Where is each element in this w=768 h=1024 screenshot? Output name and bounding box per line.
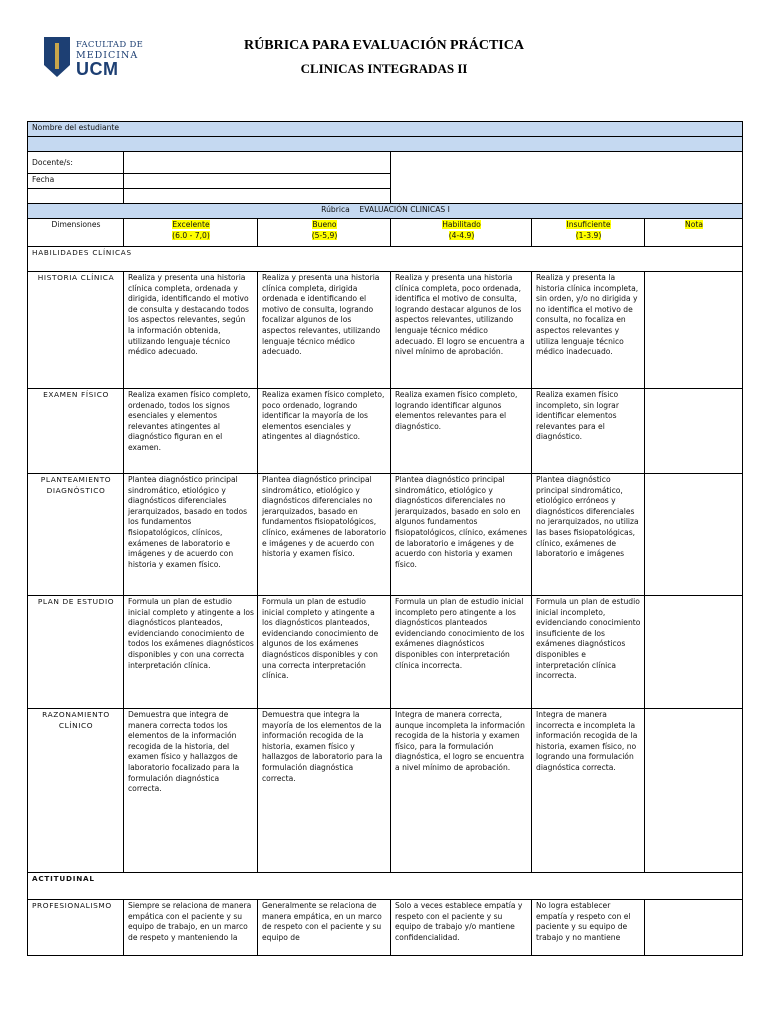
criterion-row <box>28 272 743 389</box>
criterion-cell: Formula un plan de estudio inicial incompleto pero atingente a los diagnósticos planteados evidenciando conocimiento de los exámenes diagnósticos disponibles con interpretación clínica incorrecta. <box>391 596 532 709</box>
teacher-field[interactable] <box>124 152 391 174</box>
criterion-name: RAZONAMIENTO CLÍNICO <box>28 709 124 873</box>
section-clinical: HABILIDADES CLÍNICAS <box>28 247 743 272</box>
level-bueno: Bueno (5-5,9) <box>258 219 391 247</box>
criterion-name: PLAN DE ESTUDIO <box>28 596 124 709</box>
student-row-blank <box>28 137 743 152</box>
grade-header: Nota <box>645 219 743 247</box>
page-title: RÚBRICA PARA EVALUACIÓN PRÁCTICA <box>244 38 524 53</box>
criterion-cell: Siempre se relaciona de manera empática con el paciente y su equipo de trabajo, en un marco de respeto y manteniendo la <box>124 900 258 956</box>
rubric-title-row <box>28 204 743 219</box>
criterion-cell: Generalmente se relaciona de manera empática, en un marco de respeto con el paciente y su equipo de <box>258 900 391 956</box>
logo-line1: FACULTAD DE <box>76 40 144 50</box>
criterion-cell: Solo a veces establece empatía y respeto con el paciente y su equipo de trabajo y/o mantiene confidencialidad. <box>391 900 532 956</box>
criterion-cell: Realiza y presenta la historia clínica incompleta, sin orden, y/o no dirigida y no identifica el motivo de consulta, no focaliza en aspectos relevantes y utiliza lenguaje técnico médico inadecuado. <box>532 272 645 389</box>
criterion-cell: Plantea diagnóstico principal sindromático, etiológico y diagnósticos diferenciales jerarquizados, basado en todos los fundamentos fisiopatológicos, clínicos, exámenes de laboratorio e imágenes y de acuerdo con historia y examen físico. <box>124 474 258 596</box>
grade-cell[interactable] <box>645 596 743 709</box>
page-subtitle: CLINICAS INTEGRADAS II <box>300 61 468 76</box>
criterion-name: EXAMEN FÍSICO <box>28 389 124 474</box>
criterion-row <box>28 596 743 709</box>
dimensions-header: Dimensiones <box>28 219 124 247</box>
date-field[interactable] <box>124 174 391 189</box>
logo-line2: MEDICINA <box>76 50 139 61</box>
teacher-label: Docente/s: <box>28 152 124 174</box>
grade-cell[interactable] <box>645 272 743 389</box>
criterion-cell: Realiza examen físico incompleto, sin lograr identificar elementos relevantes para el diagnóstico. <box>532 389 645 474</box>
criterion-cell: Formula un plan de estudio inicial completo y atingente a los diagnósticos planteados, evidenciando conocimiento de todos los exámenes diagnósticos disponibles y con una correcta interpretación clínica. <box>124 596 258 709</box>
criterion-row <box>28 709 743 873</box>
criterion-cell: Formula un plan de estudio inicial incompleto, evidenciando conocimiento insuficiente de los exámenes diagnósticos disponibles e interpretación clínica incorrecta. <box>532 596 645 709</box>
criterion-cell: Plantea diagnóstico principal sindromático, etiológico y diagnósticos diferenciales no jerarquizados, basado en solo en algunos fundamentos fisiopatológicos, clínico, exámenes de laboratorio e imágenes y de acuerdo con historia y examen físico. <box>391 474 532 596</box>
grade-cell[interactable] <box>645 474 743 596</box>
criterion-cell: Realiza examen físico completo, logrando identificar algunos elementos relevantes para el diagnóstico. <box>391 389 532 474</box>
criterion-row <box>28 389 743 474</box>
level-habilitado: Habilitado (4-4.9) <box>391 219 532 247</box>
criterion-cell: Plantea diagnóstico principal sindromático, etiológico y diagnósticos diferenciales no jerarquizados, basado en fundamentos fisiopatológicos, clínico, exámenes de laboratorio e imágenes y de acuerdo con historia y examen físico. <box>258 474 391 596</box>
criterion-cell: Realiza y presenta una historia clínica completa, dirigida ordenada e identificando el motivo de consulta, logrando focalizar algunos de los aspectos relevantes, utilizando lenguaje técnico médico adecuado. <box>258 272 391 389</box>
blank-cell <box>28 189 124 204</box>
rubric-title: Rúbrica EVALUACIÓN CLINICAS I <box>28 204 743 219</box>
criterion-cell: Integra de manera incorrecta e incompleta la información recogida de la historia, examen físico, no logrando una formulación diagnóstica correcta. <box>532 709 645 873</box>
criterion-name: PLANTEAMIENTO DIAGNÓSTICO <box>28 474 124 596</box>
criterion-name: HISTORIA CLÍNICA <box>28 272 124 389</box>
criterion-row <box>28 474 743 596</box>
student-name-field[interactable] <box>28 137 743 152</box>
criterion-cell: Integra de manera correcta, aunque incompleta la información recogida de la historia y examen físico, para la formulación diagnóstica, el logro se encuentra a nivel mínimo de aprobación. <box>391 709 532 873</box>
grade-cell[interactable] <box>645 389 743 474</box>
criterion-cell: No logra establecer empatía y respeto con el paciente y su equipo de trabajo y no mantiene <box>532 900 645 956</box>
section-attitudinal: ACTITUDINAL <box>28 873 743 900</box>
criterion-cell: Realiza y presenta una historia clínica completa, ordenada y dirigida, identificando el motivo de consulta y destacando todos los aspectos relevantes, según la información obtenida, utilizando lenguaje técnico médico adecuado. <box>124 272 258 389</box>
level-excelente: Excelente (6.0 - 7,0) <box>124 219 258 247</box>
criterion-cell: Realiza examen físico completo, poco ordenado, logrando identificar la mayoría de los elementos esenciales y atingentes al diagnóstico. <box>258 389 391 474</box>
blank-field <box>124 189 391 204</box>
rubric-table <box>27 121 743 956</box>
grade-cell[interactable] <box>645 709 743 873</box>
student-row <box>28 122 743 137</box>
criterion-cell: Demuestra que integra la mayoría de los elementos de la información recogida de la historia, examen físico y hallazgos de laboratorio para la formulación diagnóstica correcta. <box>258 709 391 873</box>
criterion-cell: Plantea diagnóstico principal sindromático, etiológico erróneos y diagnósticos diferenciales no jerarquizados, no utiliza las bases fisiopatológicas, clínico, exámenes de laboratorio e imágenes <box>532 474 645 596</box>
level-insuficiente: Insuficiente (1-3.9) <box>532 219 645 247</box>
criterion-cell: Realiza y presenta una historia clínica completa, poco ordenada, identifica el motivo de consulta, logrando destacar algunos de los aspectos relevantes, utilizando lenguaje técnico médico adecuado. El logro se encuentra a nivel mínimo de aprobación. <box>391 272 532 389</box>
criterion-name: PROFESIONALISMO <box>28 900 124 956</box>
criterion-cell: Formula un plan de estudio inicial completo y atingente a los diagnósticos planteados, evidenciando conocimiento de algunos de los exámenes diagnósticos disponibles y con una correcta interpretación clínica. <box>258 596 391 709</box>
criterion-cell: Demuestra que integra de manera correcta todos los elementos de la información recogida de la historia, del examen físico y hallazgos de laboratorio focalizado para la formulación diagnóstica correcta. <box>124 709 258 873</box>
date-label: Fecha <box>28 174 124 189</box>
section-clinical-row <box>28 247 743 272</box>
section-attitudinal-row <box>28 873 743 900</box>
criterion-row <box>28 900 743 956</box>
levels-header-row <box>28 219 743 247</box>
grade-cell[interactable] <box>645 900 743 956</box>
student-label: Nombre del estudiante <box>28 122 743 137</box>
criterion-cell: Realiza examen físico completo, ordenado, todos los signos esenciales y elementos relevantes atingentes al diagnóstico figuran en el examen. <box>124 389 258 474</box>
logo-line3: UCM <box>76 59 119 79</box>
notes-box[interactable] <box>391 152 743 204</box>
teacher-row <box>28 152 743 174</box>
